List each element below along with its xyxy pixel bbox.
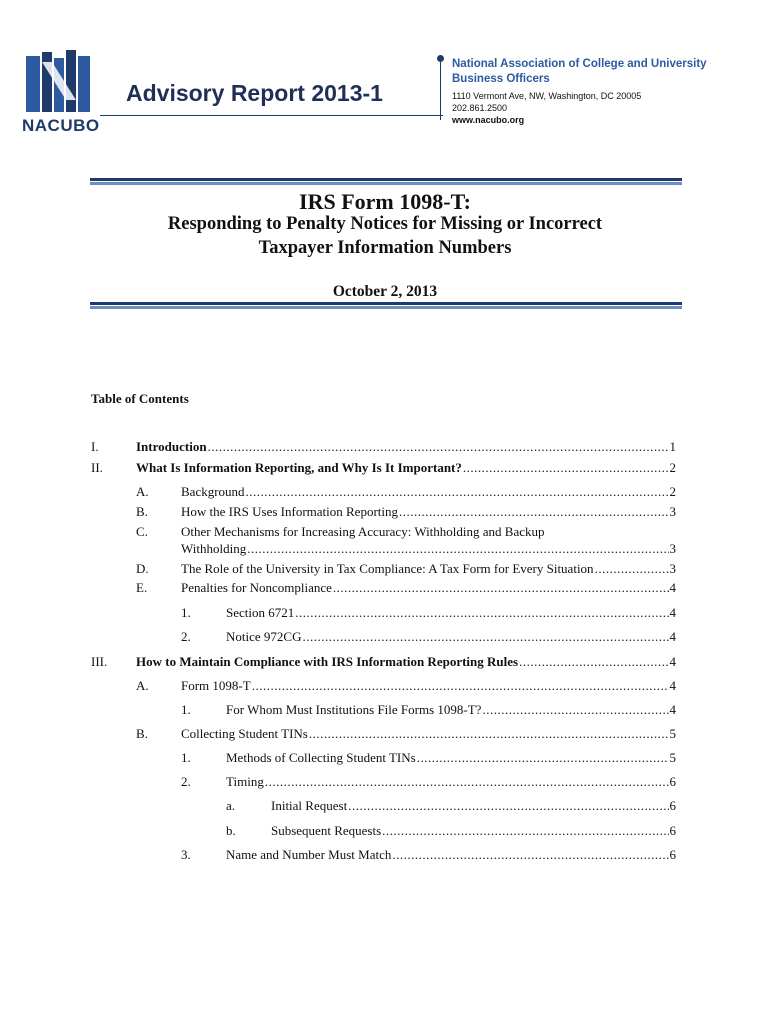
toc-entry[interactable] [181,541,676,557]
toc-entry-page: 5 [669,726,676,741]
toc-entry-title: Introduction [136,439,207,454]
toc-entry-title: Subsequent Requests [271,823,382,838]
toc-entry-page: 2 [669,460,676,475]
toc-heading: Table of Contents [91,391,189,406]
toc-entry-page: 1 [669,439,676,454]
toc-entry-number: III. [91,654,108,669]
org-name-line1: National Association of College and University [452,58,707,70]
toc-entry[interactable] [136,561,676,577]
toc-entry[interactable] [136,580,676,596]
logo-wordmark: NACUBO [22,116,100,135]
toc-entry-number: 1. [181,750,191,765]
toc-entry-number: 1. [181,605,191,620]
document-subtitle-line2: Taxpayer Information Numbers [258,238,512,258]
toc-entry-title: Collecting Student TINs [181,726,308,741]
toc-entry[interactable] [181,605,676,621]
document-date: October 2, 2013 [332,283,438,300]
toc-entry-page: 3 [669,541,676,556]
toc-entry[interactable] [136,484,676,500]
toc-entry-title: Methods of Collecting Student TINs [226,750,416,765]
toc-entry[interactable] [181,774,676,790]
toc-entry-title: Initial Request [271,798,348,813]
toc-entry-title: Background [181,484,245,499]
toc-entry-page: 4 [669,605,676,620]
toc-entry-number: 1. [181,702,191,717]
toc-entry-number: II. [91,460,103,475]
toc-entry[interactable] [226,823,676,839]
document-subtitle-line1: Responding to Penalty Notices for Missing or Incorrect [167,214,603,234]
toc-entry[interactable] [136,504,676,520]
toc-entry-number: D. [136,561,149,576]
header-divider [440,58,441,120]
org-name-line2: Business Officers [452,73,550,85]
toc-entry-page: 2 [669,484,676,499]
toc-entry-number: 2. [181,774,191,789]
toc-entry[interactable] [181,702,676,718]
toc-entry-title: Withholding [181,541,247,556]
toc-entry-page: 3 [669,504,676,519]
toc-entry[interactable] [181,847,676,863]
toc-entry-title: Name and Number Must Match [226,847,392,862]
bottom-divider-bar [90,302,682,309]
toc-entry-title: How to Maintain Compliance with IRS Information Reporting Rules [136,654,519,669]
toc-entry-page: 6 [669,847,676,862]
toc-entry-number: 3. [181,847,191,862]
org-info [452,57,752,126]
document-title: IRS Form 1098-T: [299,189,471,214]
toc-entry-page: 4 [669,629,676,644]
toc-entry[interactable] [181,629,676,645]
toc-entry-title: Timing [226,774,264,789]
toc-entry-title-line1: Other Mechanisms for Increasing Accuracy: Withholding and Backup [181,524,545,539]
toc-entry-number: C. [136,524,148,539]
header-divider-dot [437,55,444,62]
toc-entry[interactable] [91,439,676,455]
toc-entry-title: Form 1098-T [181,678,251,693]
toc-entry-line1 [136,524,676,540]
toc-entry-title: Notice 972CG [226,629,302,644]
toc-entry-number: 2. [181,629,191,644]
toc-entry-number: A. [136,484,149,499]
toc-entry[interactable] [91,460,676,476]
toc-entry[interactable] [91,654,676,670]
toc-entry-page: 6 [669,774,676,789]
toc-entry-title: The Role of the University in Tax Compliance: A Tax Form for Every Situation [181,561,594,576]
toc-entry-title: Penalties for Noncompliance [181,580,332,595]
toc-entry-number: b. [226,823,236,838]
org-address: 1110 Vermont Ave, NW, Washington, DC 20005 [452,91,642,101]
toc-entry-page: 4 [669,678,676,693]
toc-entry[interactable] [136,726,676,742]
report-title: Advisory Report 2013-1 [126,80,383,106]
toc-entry-page: 4 [669,702,676,717]
toc-entry-page: 4 [669,654,676,669]
toc-entry[interactable] [181,750,676,766]
toc-entry-title: Section 6721 [226,605,295,620]
toc-entry-number: I. [91,439,99,454]
org-website[interactable]: www.nacubo.org [452,115,525,125]
title-underline [100,115,443,116]
toc-entry-title: What Is Information Reporting, and Why Is It Important? [136,460,462,475]
toc-entry[interactable] [136,678,676,694]
top-divider-bar [90,178,682,185]
toc-entry-number: B. [136,726,148,741]
toc-entry-number: a. [226,798,236,813]
toc-entry-number: B. [136,504,148,519]
toc-entry-number: E. [136,580,148,595]
org-phone: 202.861.2500 [452,103,508,113]
toc-entry[interactable] [226,798,676,814]
toc-entry-title: For Whom Must Institutions File Forms 1098-T? [226,702,482,717]
toc-entry-page: 4 [669,580,676,595]
toc-entry-page: 5 [669,750,676,765]
toc-entry-page: 6 [669,798,676,813]
toc-entry-page: 6 [669,823,676,838]
toc-entry-page: 3 [669,561,676,576]
toc-entry-number: A. [136,678,149,693]
toc-entry-title: How the IRS Uses Information Reporting [181,504,399,519]
